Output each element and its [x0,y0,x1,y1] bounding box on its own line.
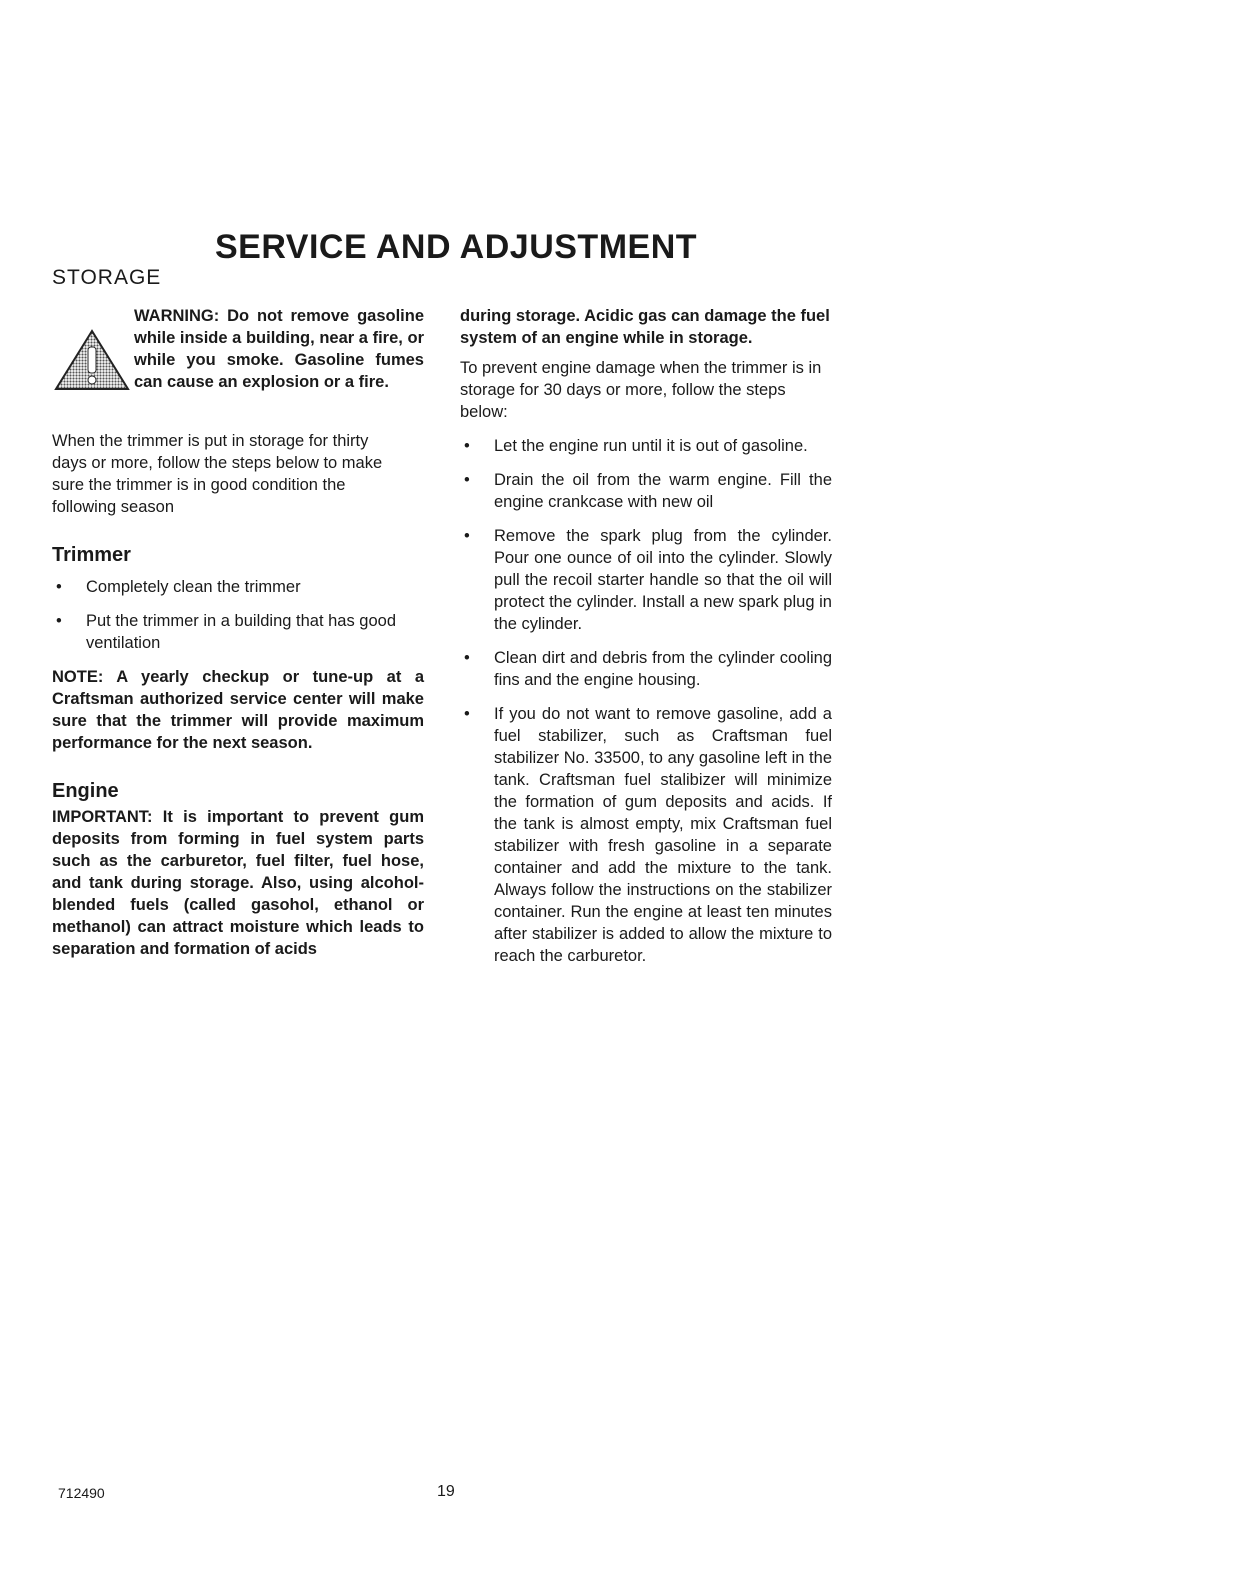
model-number: 712490 [58,1485,105,1501]
prevent-paragraph: To prevent engine damage when the trimmer is in storage for 30 days or more, follow the steps below: [460,359,822,421]
right-column [460,305,832,967]
engine-heading: Engine [52,780,119,802]
trimmer-heading: Trimmer [52,544,131,566]
list-item: • If you do not want to remove gasoline, add a fuel stabilizer, such as Craftsman fuel stabilizer No. 33500, to any gasoline left in the tank. Craftsman fuel stalibizer will minimize the formation of gum deposits and acids. If the tank is almost empty, mix Craftsman fuel stabilizer with fresh gasoline in a separate container and add the mixture to the tank. Always follow the instructions on the stabilizer container. Run the engine at least ten minutes after stabilizer is added to allow the mixture to reach the carburetor. [460,703,832,967]
list-item: • Clean dirt and debris from the cylinder cooling fins and the engine housing. [460,647,832,691]
important-continued: during storage. Acidic gas can damage the fuel system of an engine while in storage. [460,307,830,347]
list-item: • Let the engine run until it is out of gasoline. [460,435,832,457]
warning-text: WARNING: Do not remove gasoline while inside a building, near a fire, or while you smoke. Gasoline fumes can cause an explosion or a fire. [134,307,424,391]
note-paragraph: NOTE: A yearly checkup or tune-up at a Craftsman authorized service center will make sure that the trimmer will provide maximum performance for the next season. [52,668,424,752]
list-item: • Completely clean the trimmer [52,576,424,598]
engine-steps-list [460,435,832,967]
section-title-storage: STORAGE [52,266,162,289]
list-item: • Remove the spark plug from the cylinder. Pour one ounce of oil into the cylinder. Slowly pull the recoil starter handle so that the oil will protect the cylinder. Install a new spark plug in the cylinder. [460,525,832,635]
page-title: SERVICE AND ADJUSTMENT [215,228,698,266]
left-column [52,430,424,960]
page-number: 19 [437,1483,455,1500]
intro-paragraph: When the trimmer is put in storage for thirty days or more, follow the steps below to make sure the trimmer is in good condition the following season [52,432,383,516]
list-item: • Drain the oil from the warm engine. Fill the engine crankcase with new oil [460,469,832,513]
important-paragraph: IMPORTANT: It is important to prevent gum deposits from forming in fuel system parts such as the carburetor, fuel filter, fuel hose, and tank during storage. Also, using alcohol-blended fuels (called gasohol, ethanol or methanol) can attract moisture which leads to separation and formation of acids [52,808,424,958]
warning-triangle-icon [54,329,130,391]
trimmer-list [52,576,424,654]
list-item: • Put the trimmer in a building that has good ventilation [52,610,424,654]
